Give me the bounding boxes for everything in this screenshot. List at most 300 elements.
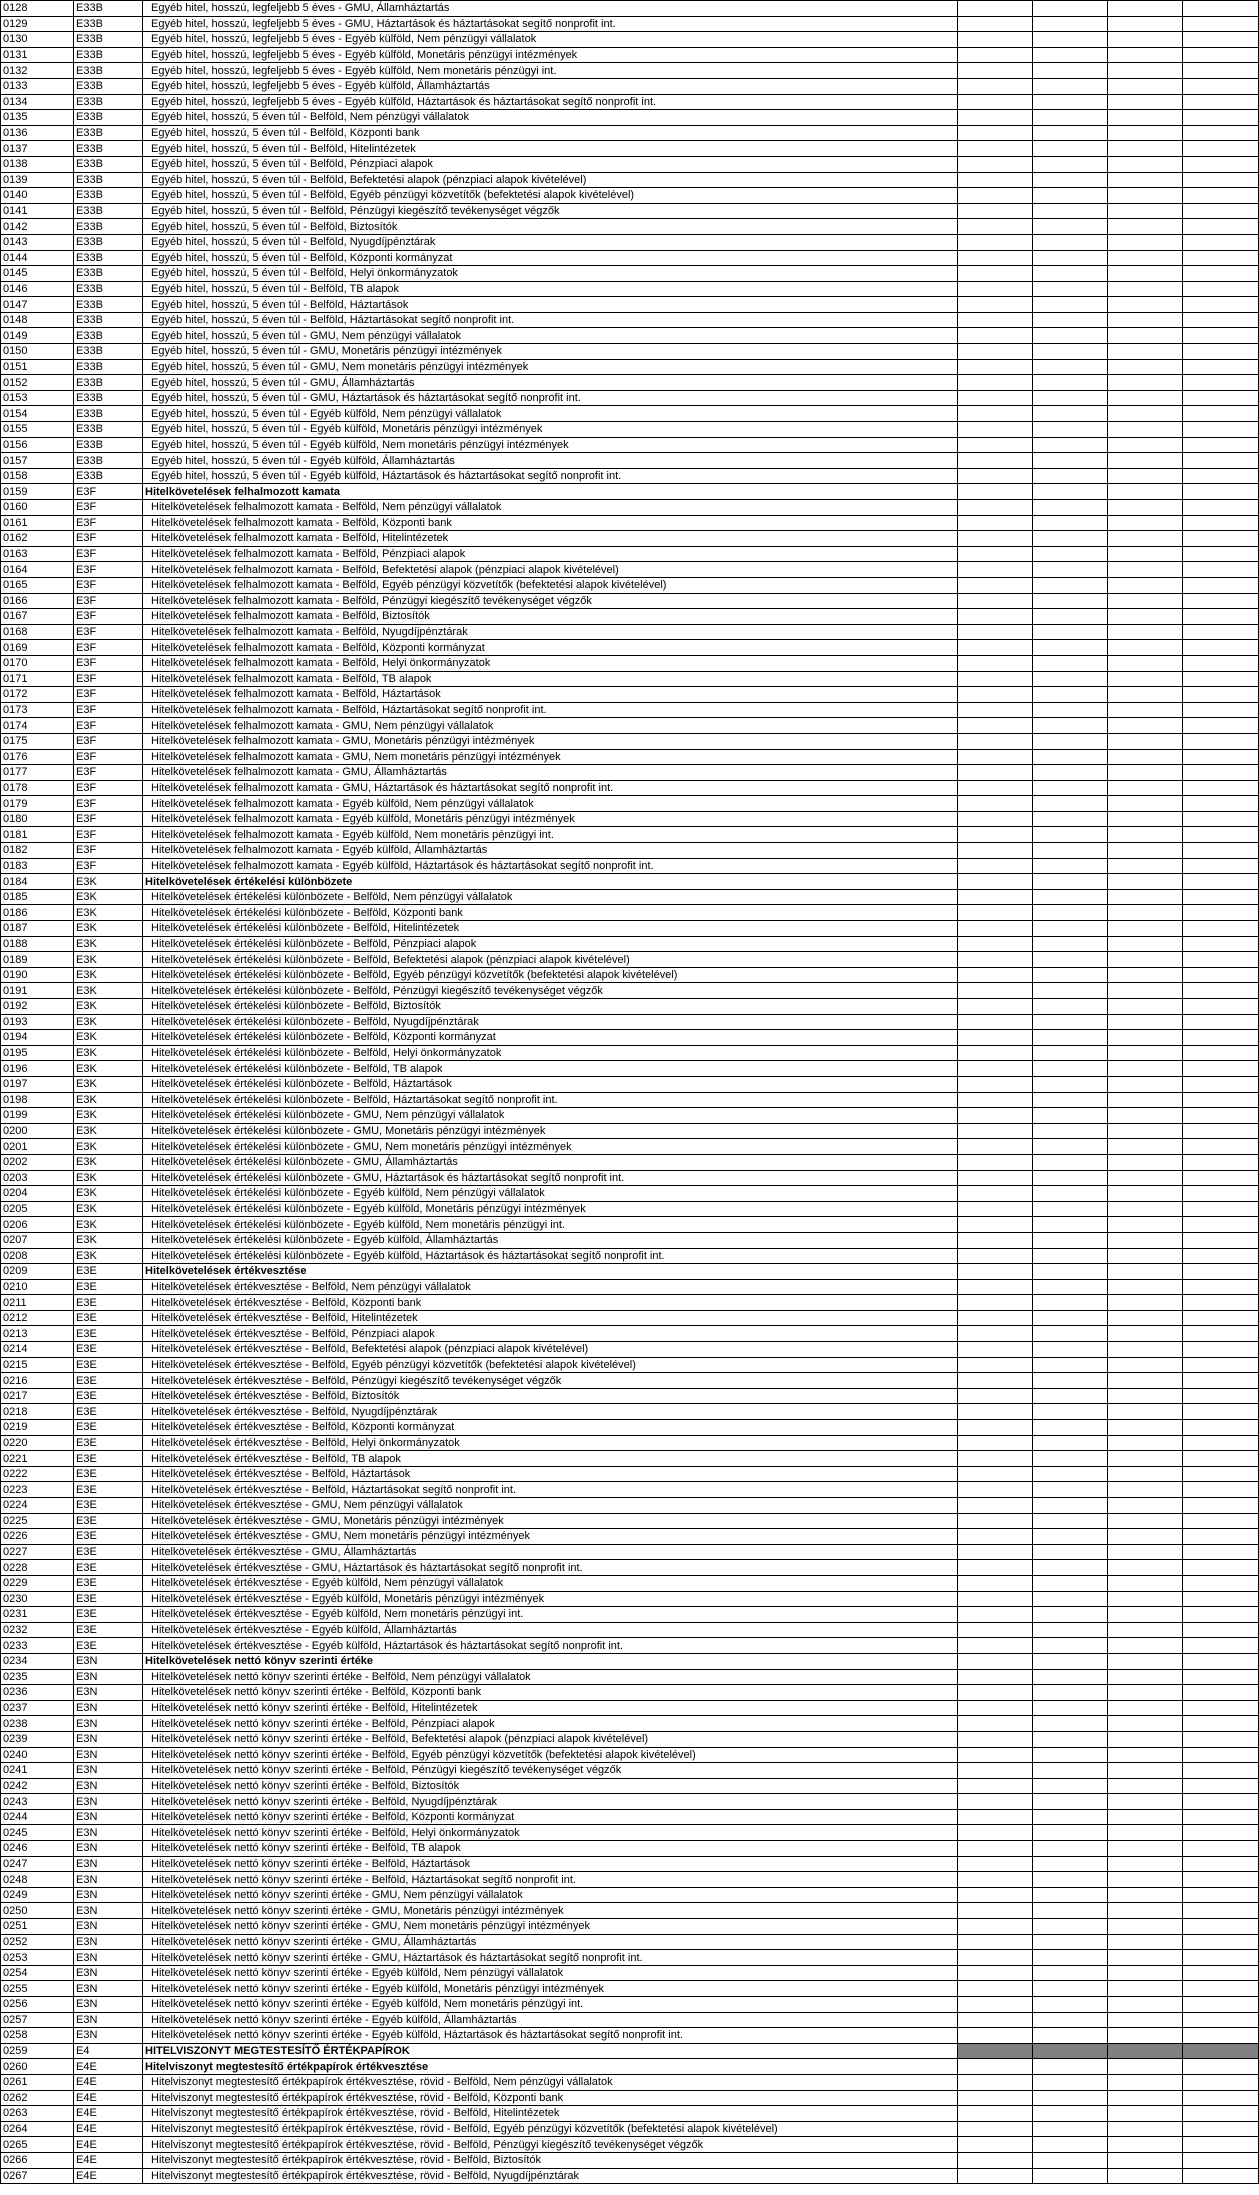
value-cell[interactable]	[1033, 718, 1108, 734]
value-cell[interactable]	[1033, 110, 1108, 126]
value-cell[interactable]	[1108, 156, 1183, 172]
value-cell[interactable]	[1033, 94, 1108, 110]
value-cell[interactable]	[1183, 687, 1259, 703]
value-cell[interactable]	[958, 344, 1033, 360]
value-cell[interactable]	[1033, 1092, 1108, 1108]
value-cell[interactable]	[958, 1809, 1033, 1825]
value-cell[interactable]	[1108, 234, 1183, 250]
value-cell[interactable]	[1033, 1731, 1108, 1747]
value-cell[interactable]	[1183, 359, 1259, 375]
value-cell[interactable]	[958, 1778, 1033, 1794]
value-cell[interactable]	[1108, 1248, 1183, 1264]
value-cell[interactable]	[1183, 811, 1259, 827]
value-cell[interactable]	[1108, 172, 1183, 188]
value-cell[interactable]	[1033, 172, 1108, 188]
value-cell[interactable]	[1108, 733, 1183, 749]
value-cell[interactable]	[958, 32, 1033, 48]
value-cell[interactable]	[1033, 1934, 1108, 1950]
value-cell[interactable]	[1108, 1123, 1183, 1139]
value-cell[interactable]	[1033, 1809, 1108, 1825]
value-cell[interactable]	[958, 1108, 1033, 1124]
value-cell[interactable]	[1183, 297, 1259, 313]
value-cell[interactable]	[1108, 219, 1183, 235]
value-cell[interactable]	[958, 1326, 1033, 1342]
value-cell[interactable]	[1183, 141, 1259, 157]
value-cell[interactable]	[958, 874, 1033, 890]
value-cell[interactable]	[958, 1435, 1033, 1451]
value-cell[interactable]	[1183, 219, 1259, 235]
value-cell[interactable]	[1108, 1544, 1183, 1560]
value-cell[interactable]	[1033, 188, 1108, 204]
value-cell[interactable]	[1183, 1092, 1259, 1108]
value-cell[interactable]	[1183, 1123, 1259, 1139]
value-cell[interactable]	[1033, 733, 1108, 749]
value-cell[interactable]	[1033, 1310, 1108, 1326]
value-cell[interactable]	[1033, 390, 1108, 406]
value-cell[interactable]	[958, 1622, 1033, 1638]
value-cell[interactable]	[1183, 1653, 1259, 1669]
value-cell[interactable]	[1033, 1154, 1108, 1170]
value-cell[interactable]	[1033, 1201, 1108, 1217]
value-cell[interactable]	[1033, 1404, 1108, 1420]
value-cell[interactable]	[1033, 2090, 1108, 2106]
value-cell[interactable]	[1183, 234, 1259, 250]
value-cell[interactable]	[1183, 1747, 1259, 1763]
value-cell[interactable]	[1033, 63, 1108, 79]
value-cell[interactable]	[1108, 1264, 1183, 1280]
value-cell[interactable]	[1108, 1560, 1183, 1576]
value-cell[interactable]	[1183, 266, 1259, 282]
value-cell[interactable]	[1108, 780, 1183, 796]
value-cell[interactable]	[1108, 390, 1183, 406]
value-cell[interactable]	[1108, 1482, 1183, 1498]
value-cell[interactable]	[958, 1170, 1033, 1186]
value-cell[interactable]	[1183, 1279, 1259, 1295]
value-cell[interactable]	[1108, 453, 1183, 469]
value-cell[interactable]	[958, 952, 1033, 968]
value-cell[interactable]	[1108, 687, 1183, 703]
value-cell[interactable]	[958, 1357, 1033, 1373]
value-cell[interactable]	[1183, 952, 1259, 968]
value-cell[interactable]	[1033, 1170, 1108, 1186]
value-cell[interactable]	[1183, 1887, 1259, 1903]
value-cell[interactable]	[1033, 749, 1108, 765]
value-cell[interactable]	[1183, 1544, 1259, 1560]
value-cell[interactable]	[1108, 1638, 1183, 1654]
value-cell[interactable]	[1033, 234, 1108, 250]
value-cell[interactable]	[1108, 1061, 1183, 1077]
value-cell[interactable]	[958, 749, 1033, 765]
value-cell[interactable]	[1183, 2028, 1259, 2044]
value-cell[interactable]	[958, 609, 1033, 625]
value-cell[interactable]	[1033, 281, 1108, 297]
value-cell[interactable]	[1033, 1108, 1108, 1124]
value-cell[interactable]	[958, 484, 1033, 500]
value-cell[interactable]	[958, 577, 1033, 593]
value-cell[interactable]	[958, 1669, 1033, 1685]
value-cell[interactable]	[1108, 1076, 1183, 1092]
value-cell[interactable]	[1108, 1622, 1183, 1638]
value-cell[interactable]	[958, 1186, 1033, 1202]
value-cell[interactable]	[1033, 484, 1108, 500]
value-cell[interactable]	[1033, 1388, 1108, 1404]
value-cell[interactable]	[958, 188, 1033, 204]
value-cell[interactable]	[958, 858, 1033, 874]
value-cell[interactable]	[1108, 500, 1183, 516]
value-cell[interactable]	[1108, 422, 1183, 438]
value-cell[interactable]	[1033, 1295, 1108, 1311]
value-cell[interactable]	[1108, 47, 1183, 63]
value-cell[interactable]	[1108, 266, 1183, 282]
value-cell[interactable]	[958, 468, 1033, 484]
value-cell[interactable]	[1108, 905, 1183, 921]
value-cell[interactable]	[958, 1482, 1033, 1498]
value-cell[interactable]	[958, 1513, 1033, 1529]
value-cell[interactable]	[1033, 1763, 1108, 1779]
value-cell[interactable]	[958, 1092, 1033, 1108]
value-cell[interactable]	[1183, 1466, 1259, 1482]
value-cell[interactable]	[1033, 1716, 1108, 1732]
value-cell[interactable]	[1108, 515, 1183, 531]
value-cell[interactable]	[958, 1607, 1033, 1623]
value-cell[interactable]	[1183, 1326, 1259, 1342]
value-cell[interactable]	[958, 1310, 1033, 1326]
value-cell[interactable]	[1033, 1778, 1108, 1794]
value-cell[interactable]	[958, 125, 1033, 141]
value-cell[interactable]	[1033, 905, 1108, 921]
value-cell[interactable]	[1108, 203, 1183, 219]
value-cell[interactable]	[1183, 780, 1259, 796]
value-cell[interactable]	[1183, 1045, 1259, 1061]
value-cell[interactable]	[1108, 2028, 1183, 2044]
value-cell[interactable]	[1108, 188, 1183, 204]
value-cell[interactable]	[958, 359, 1033, 375]
value-cell[interactable]	[1033, 2121, 1108, 2137]
value-cell[interactable]	[1108, 1716, 1183, 1732]
value-cell[interactable]	[1108, 1872, 1183, 1888]
value-cell[interactable]	[1033, 671, 1108, 687]
value-cell[interactable]	[1033, 2168, 1108, 2184]
value-cell[interactable]	[1033, 1825, 1108, 1841]
value-cell[interactable]	[958, 406, 1033, 422]
value-cell[interactable]	[958, 390, 1033, 406]
value-cell[interactable]	[958, 2137, 1033, 2153]
value-cell[interactable]	[1033, 344, 1108, 360]
value-cell[interactable]	[1033, 2043, 1108, 2059]
value-cell[interactable]	[1183, 1513, 1259, 1529]
value-cell[interactable]	[1183, 2012, 1259, 2028]
value-cell[interactable]	[1183, 1154, 1259, 1170]
value-cell[interactable]	[1183, 1030, 1259, 1046]
value-cell[interactable]	[1033, 1544, 1108, 1560]
value-cell[interactable]	[1183, 16, 1259, 32]
value-cell[interactable]	[958, 1716, 1033, 1732]
value-cell[interactable]	[1108, 1903, 1183, 1919]
value-cell[interactable]	[1033, 1482, 1108, 1498]
value-cell[interactable]	[1183, 1560, 1259, 1576]
value-cell[interactable]	[1183, 32, 1259, 48]
value-cell[interactable]	[958, 796, 1033, 812]
value-cell[interactable]	[1183, 1404, 1259, 1420]
value-cell[interactable]	[1033, 1466, 1108, 1482]
value-cell[interactable]	[958, 811, 1033, 827]
value-cell[interactable]	[1033, 359, 1108, 375]
value-cell[interactable]	[958, 1279, 1033, 1295]
value-cell[interactable]	[958, 843, 1033, 859]
value-cell[interactable]	[1033, 1529, 1108, 1545]
value-cell[interactable]	[1183, 125, 1259, 141]
value-cell[interactable]	[1033, 375, 1108, 391]
value-cell[interactable]	[958, 1139, 1033, 1155]
value-cell[interactable]	[1033, 1420, 1108, 1436]
value-cell[interactable]	[1033, 250, 1108, 266]
value-cell[interactable]	[1033, 765, 1108, 781]
value-cell[interactable]	[958, 983, 1033, 999]
value-cell[interactable]	[1183, 1794, 1259, 1810]
value-cell[interactable]	[1033, 1232, 1108, 1248]
value-cell[interactable]	[1183, 453, 1259, 469]
value-cell[interactable]	[958, 94, 1033, 110]
value-cell[interactable]	[1183, 47, 1259, 63]
value-cell[interactable]	[1183, 2074, 1259, 2090]
value-cell[interactable]	[1183, 1903, 1259, 1919]
value-cell[interactable]	[958, 1731, 1033, 1747]
value-cell[interactable]	[1108, 63, 1183, 79]
value-cell[interactable]	[1183, 577, 1259, 593]
value-cell[interactable]	[1033, 1014, 1108, 1030]
value-cell[interactable]	[958, 562, 1033, 578]
value-cell[interactable]	[958, 63, 1033, 79]
value-cell[interactable]	[1108, 983, 1183, 999]
value-cell[interactable]	[1183, 546, 1259, 562]
value-cell[interactable]	[1108, 110, 1183, 126]
value-cell[interactable]	[1183, 843, 1259, 859]
value-cell[interactable]	[1033, 437, 1108, 453]
value-cell[interactable]	[1033, 1326, 1108, 1342]
value-cell[interactable]	[1108, 1700, 1183, 1716]
value-cell[interactable]	[1183, 1778, 1259, 1794]
value-cell[interactable]	[1183, 1763, 1259, 1779]
value-cell[interactable]	[1183, 1420, 1259, 1436]
value-cell[interactable]	[1033, 593, 1108, 609]
value-cell[interactable]	[1183, 78, 1259, 94]
value-cell[interactable]	[1108, 765, 1183, 781]
value-cell[interactable]	[1183, 188, 1259, 204]
value-cell[interactable]	[1108, 328, 1183, 344]
value-cell[interactable]	[1183, 1373, 1259, 1389]
value-cell[interactable]	[1033, 640, 1108, 656]
value-cell[interactable]	[1108, 2059, 1183, 2075]
value-cell[interactable]	[1183, 593, 1259, 609]
value-cell[interactable]	[1183, 1342, 1259, 1358]
value-cell[interactable]	[1183, 1872, 1259, 1888]
value-cell[interactable]	[958, 203, 1033, 219]
value-cell[interactable]	[1108, 1591, 1183, 1607]
value-cell[interactable]	[1183, 110, 1259, 126]
value-cell[interactable]	[958, 718, 1033, 734]
value-cell[interactable]	[1033, 1248, 1108, 1264]
value-cell[interactable]	[1108, 1326, 1183, 1342]
value-cell[interactable]	[1033, 1560, 1108, 1576]
value-cell[interactable]	[1108, 1763, 1183, 1779]
value-cell[interactable]	[1108, 624, 1183, 640]
value-cell[interactable]	[958, 780, 1033, 796]
value-cell[interactable]	[1183, 63, 1259, 79]
value-cell[interactable]	[1183, 999, 1259, 1015]
value-cell[interactable]	[958, 312, 1033, 328]
value-cell[interactable]	[1183, 172, 1259, 188]
value-cell[interactable]	[1183, 328, 1259, 344]
value-cell[interactable]	[1033, 796, 1108, 812]
value-cell[interactable]	[958, 2121, 1033, 2137]
value-cell[interactable]	[1108, 796, 1183, 812]
value-cell[interactable]	[1108, 1030, 1183, 1046]
value-cell[interactable]	[958, 765, 1033, 781]
value-cell[interactable]	[1108, 359, 1183, 375]
value-cell[interactable]	[958, 546, 1033, 562]
value-cell[interactable]	[1108, 1997, 1183, 2013]
value-cell[interactable]	[1108, 2106, 1183, 2122]
value-cell[interactable]	[958, 281, 1033, 297]
value-cell[interactable]	[1033, 858, 1108, 874]
value-cell[interactable]	[958, 1919, 1033, 1935]
value-cell[interactable]	[1183, 94, 1259, 110]
value-cell[interactable]	[958, 2043, 1033, 2059]
value-cell[interactable]	[1033, 999, 1108, 1015]
value-cell[interactable]	[1108, 655, 1183, 671]
value-cell[interactable]	[1033, 2059, 1108, 2075]
value-cell[interactable]	[1033, 562, 1108, 578]
value-cell[interactable]	[958, 1794, 1033, 1810]
value-cell[interactable]	[1183, 671, 1259, 687]
value-cell[interactable]	[1108, 1, 1183, 17]
value-cell[interactable]	[1108, 1014, 1183, 1030]
value-cell[interactable]	[1108, 874, 1183, 890]
value-cell[interactable]	[1033, 1607, 1108, 1623]
value-cell[interactable]	[1183, 1357, 1259, 1373]
value-cell[interactable]	[1108, 1170, 1183, 1186]
value-cell[interactable]	[1108, 702, 1183, 718]
value-cell[interactable]	[1108, 2168, 1183, 2184]
value-cell[interactable]	[1108, 1513, 1183, 1529]
value-cell[interactable]	[1183, 2168, 1259, 2184]
value-cell[interactable]	[1183, 2137, 1259, 2153]
value-cell[interactable]	[1033, 1887, 1108, 1903]
value-cell[interactable]	[1183, 1170, 1259, 1186]
value-cell[interactable]	[1108, 1919, 1183, 1935]
value-cell[interactable]	[1183, 1232, 1259, 1248]
value-cell[interactable]	[958, 2152, 1033, 2168]
value-cell[interactable]	[1033, 1591, 1108, 1607]
value-cell[interactable]	[958, 297, 1033, 313]
value-cell[interactable]	[1183, 531, 1259, 547]
value-cell[interactable]	[1108, 281, 1183, 297]
value-cell[interactable]	[958, 1825, 1033, 1841]
value-cell[interactable]	[1108, 1841, 1183, 1857]
value-cell[interactable]	[1108, 125, 1183, 141]
value-cell[interactable]	[958, 1560, 1033, 1576]
value-cell[interactable]	[1183, 1264, 1259, 1280]
value-cell[interactable]	[958, 905, 1033, 921]
value-cell[interactable]	[958, 967, 1033, 983]
value-cell[interactable]	[1033, 453, 1108, 469]
value-cell[interactable]	[958, 1388, 1033, 1404]
value-cell[interactable]	[1108, 344, 1183, 360]
value-cell[interactable]	[1033, 1, 1108, 17]
value-cell[interactable]	[1033, 811, 1108, 827]
value-cell[interactable]	[1033, 1669, 1108, 1685]
value-cell[interactable]	[958, 1342, 1033, 1358]
value-cell[interactable]	[1183, 1186, 1259, 1202]
value-cell[interactable]	[1108, 1435, 1183, 1451]
value-cell[interactable]	[958, 593, 1033, 609]
value-cell[interactable]	[1033, 2137, 1108, 2153]
value-cell[interactable]	[1108, 1217, 1183, 1233]
value-cell[interactable]	[1033, 219, 1108, 235]
value-cell[interactable]	[1183, 1, 1259, 17]
value-cell[interactable]	[1183, 858, 1259, 874]
value-cell[interactable]	[958, 156, 1033, 172]
value-cell[interactable]	[958, 936, 1033, 952]
value-cell[interactable]	[1033, 1575, 1108, 1591]
value-cell[interactable]	[1108, 1607, 1183, 1623]
value-cell[interactable]	[1183, 936, 1259, 952]
value-cell[interactable]	[1033, 1264, 1108, 1280]
value-cell[interactable]	[1108, 1685, 1183, 1701]
value-cell[interactable]	[958, 1887, 1033, 1903]
value-cell[interactable]	[1033, 967, 1108, 983]
value-cell[interactable]	[1183, 1575, 1259, 1591]
value-cell[interactable]	[1108, 1575, 1183, 1591]
value-cell[interactable]	[1108, 1669, 1183, 1685]
value-cell[interactable]	[1033, 422, 1108, 438]
value-cell[interactable]	[1183, 390, 1259, 406]
value-cell[interactable]	[1183, 1108, 1259, 1124]
value-cell[interactable]	[1033, 1997, 1108, 2013]
value-cell[interactable]	[1183, 250, 1259, 266]
value-cell[interactable]	[958, 1498, 1033, 1514]
value-cell[interactable]	[958, 687, 1033, 703]
value-cell[interactable]	[1033, 1700, 1108, 1716]
value-cell[interactable]	[958, 1248, 1033, 1264]
value-cell[interactable]	[1183, 1965, 1259, 1981]
value-cell[interactable]	[1183, 312, 1259, 328]
value-cell[interactable]	[1183, 1669, 1259, 1685]
value-cell[interactable]	[1183, 1217, 1259, 1233]
value-cell[interactable]	[1108, 1404, 1183, 1420]
value-cell[interactable]	[1108, 1809, 1183, 1825]
value-cell[interactable]	[958, 1154, 1033, 1170]
value-cell[interactable]	[1183, 1295, 1259, 1311]
value-cell[interactable]	[1183, 1607, 1259, 1623]
value-cell[interactable]	[1183, 1622, 1259, 1638]
value-cell[interactable]	[1108, 141, 1183, 157]
value-cell[interactable]	[958, 172, 1033, 188]
value-cell[interactable]	[958, 1420, 1033, 1436]
value-cell[interactable]	[958, 16, 1033, 32]
value-cell[interactable]	[958, 1, 1033, 17]
value-cell[interactable]	[1183, 1248, 1259, 1264]
value-cell[interactable]	[1033, 1373, 1108, 1389]
value-cell[interactable]	[1108, 1373, 1183, 1389]
value-cell[interactable]	[1033, 328, 1108, 344]
value-cell[interactable]	[1183, 2059, 1259, 2075]
value-cell[interactable]	[1033, 1950, 1108, 1966]
value-cell[interactable]	[958, 1295, 1033, 1311]
value-cell[interactable]	[1033, 1357, 1108, 1373]
value-cell[interactable]	[1108, 1794, 1183, 1810]
value-cell[interactable]	[1108, 1731, 1183, 1747]
